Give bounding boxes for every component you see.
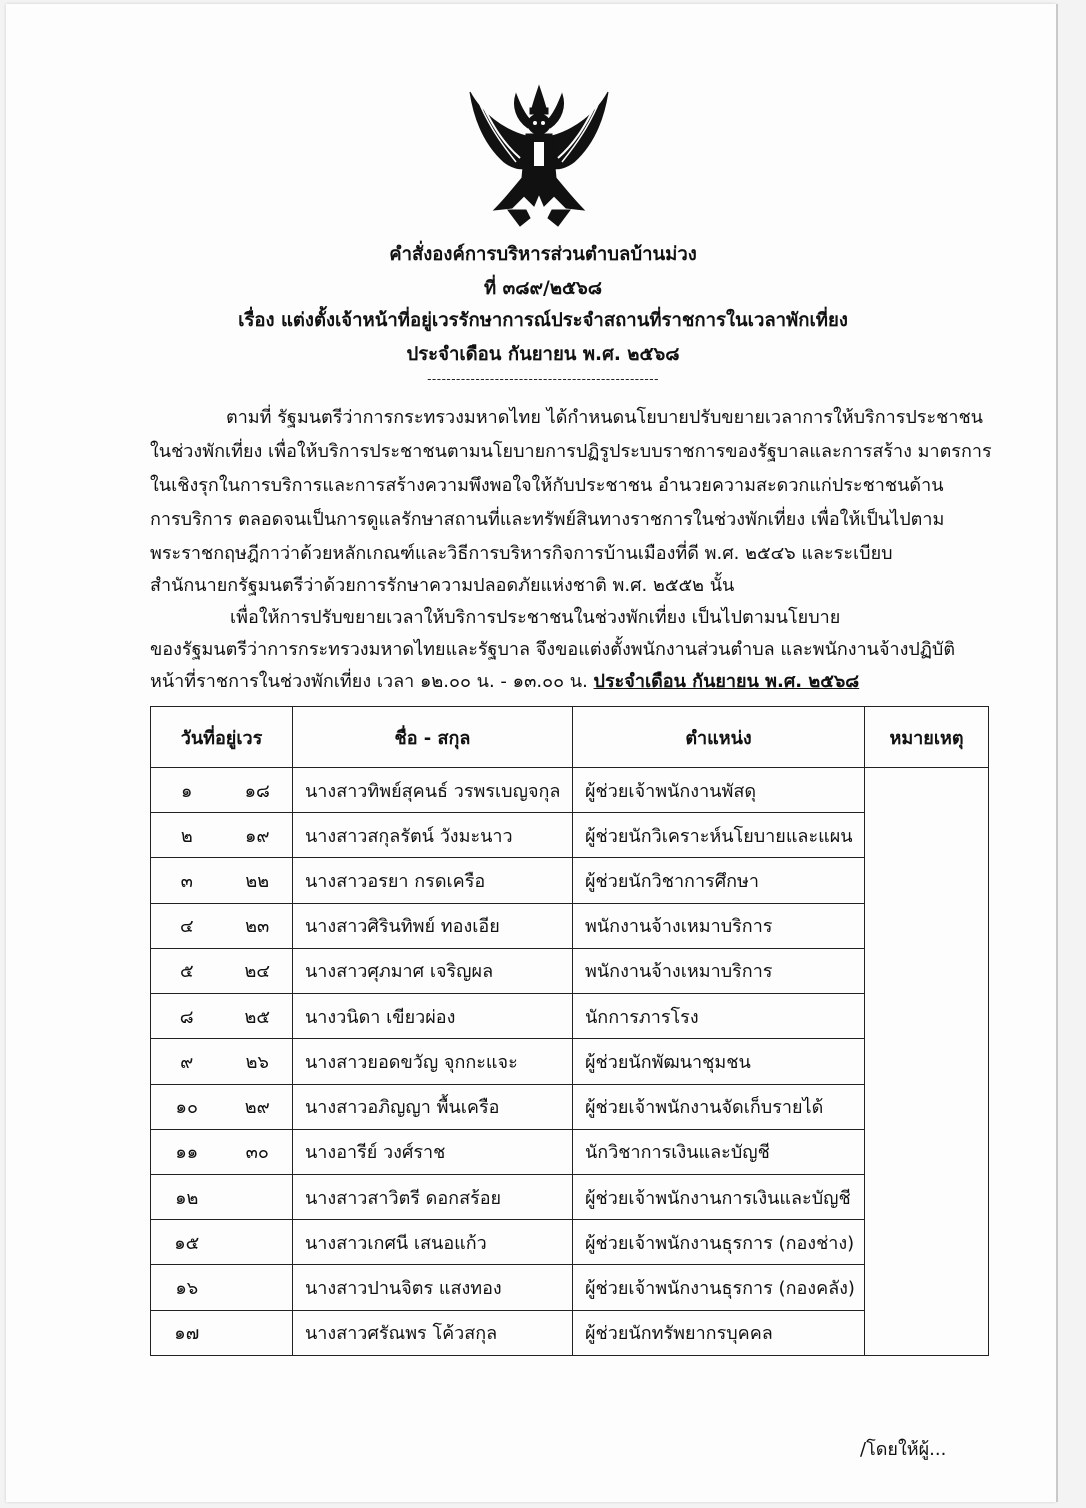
staff-name: นางสาวศิรินทิพย์ ทองเอีย bbox=[293, 903, 573, 948]
table-row bbox=[151, 1084, 989, 1129]
duty-day-2: ๒๕ bbox=[223, 994, 293, 1039]
duty-day-2 bbox=[223, 1174, 293, 1219]
duty-month-underlined: ประจำเดือน กันยายน พ.ศ. ๒๕๖๘ bbox=[593, 671, 860, 692]
duty-day-2: ๒๔ bbox=[223, 948, 293, 993]
duty-day-1: ๕ bbox=[151, 948, 223, 993]
staff-position: ผู้ช่วยนักวิชาการศึกษา bbox=[573, 858, 865, 903]
order-month: ประจำเดือน กันยายน พ.ศ. ๒๕๖๘ bbox=[406, 344, 680, 365]
duty-day-1: ๔ bbox=[151, 903, 223, 948]
table-row bbox=[151, 1265, 989, 1310]
separator-line: ------------------------------------------------ bbox=[427, 372, 659, 386]
staff-name: นางวนิดา เขียวผ่อง bbox=[293, 994, 573, 1039]
staff-position: ผู้ช่วยเจ้าพนักงานธุรการ (กองคลัง) bbox=[573, 1265, 865, 1310]
duty-day-2: ๒๖ bbox=[223, 1039, 293, 1084]
table-row bbox=[151, 768, 989, 813]
duty-day-1: ๑๗ bbox=[151, 1310, 223, 1355]
duty-roster-table bbox=[150, 706, 989, 1356]
continued-marker: /โดยให้ผู้... bbox=[860, 1439, 947, 1460]
duty-day-1: ๓ bbox=[151, 858, 223, 903]
header-name: ชื่อ - สกุล bbox=[293, 707, 573, 768]
table-row bbox=[151, 813, 989, 858]
duty-day-2: ๑๙ bbox=[223, 813, 293, 858]
staff-position: นักการภารโรง bbox=[573, 994, 865, 1039]
table-row bbox=[151, 1039, 989, 1084]
duty-day-2: ๑๘ bbox=[223, 768, 293, 813]
staff-position: ผู้ช่วยเจ้าพนักงานจัดเก็บรายได้ bbox=[573, 1084, 865, 1129]
staff-position: ผู้ช่วยเจ้าพนักงานธุรการ (กองช่าง) bbox=[573, 1220, 865, 1265]
table-header-row bbox=[151, 707, 989, 768]
staff-name: นางสาวศุภมาศ เจริญผล bbox=[293, 948, 573, 993]
staff-name: นางอารีย์ วงศ์ราช bbox=[293, 1129, 573, 1174]
duty-day-1: ๑๖ bbox=[151, 1265, 223, 1310]
table-row bbox=[151, 903, 989, 948]
table-row bbox=[151, 994, 989, 1039]
header-duty-date: วันที่อยู่เวร bbox=[151, 707, 293, 768]
table-row bbox=[151, 1310, 989, 1355]
staff-position: ผู้ช่วยเจ้าพนักงานพัสดุ bbox=[573, 768, 865, 813]
duty-day-1: ๑๒ bbox=[151, 1174, 223, 1219]
staff-name: นางสาวเกศนี เสนอแก้ว bbox=[293, 1220, 573, 1265]
duty-day-2 bbox=[223, 1265, 293, 1310]
staff-name: นางสาวศรัณพร โค้วสกุล bbox=[293, 1310, 573, 1355]
duty-day-1: ๘ bbox=[151, 994, 223, 1039]
duty-day-2 bbox=[223, 1310, 293, 1355]
duty-day-2: ๒๒ bbox=[223, 858, 293, 903]
staff-name: นางสาวยอดขวัญ จุกกะแจะ bbox=[293, 1039, 573, 1084]
table-row bbox=[151, 1129, 989, 1174]
duty-day-2: ๒๙ bbox=[223, 1084, 293, 1129]
duty-day-1: ๑ bbox=[151, 768, 223, 813]
header-position: ตำแหน่ง bbox=[573, 707, 865, 768]
duty-day-1: ๒ bbox=[151, 813, 223, 858]
garuda-emblem-icon bbox=[464, 78, 614, 230]
staff-position: พนักงานจ้างเหมาบริการ bbox=[573, 948, 865, 993]
duty-day-2: ๓๐ bbox=[223, 1129, 293, 1174]
header-remark: หมายเหตุ bbox=[865, 707, 989, 768]
duty-day-1: ๙ bbox=[151, 1039, 223, 1084]
table-row bbox=[151, 858, 989, 903]
remark-cell bbox=[865, 768, 989, 1356]
duty-day-2 bbox=[223, 1220, 293, 1265]
duty-day-2: ๒๓ bbox=[223, 903, 293, 948]
staff-name: นางสาวสาวิตรี ดอกสร้อย bbox=[293, 1174, 573, 1219]
staff-position: ผู้ช่วยนักวิเคราะห์นโยบายและแผน bbox=[573, 813, 865, 858]
staff-name: นางสาวสกุลรัตน์ วังมะนาว bbox=[293, 813, 573, 858]
table-row bbox=[151, 1220, 989, 1265]
staff-position: ผู้ช่วยนักทรัพยากรบุคคล bbox=[573, 1310, 865, 1355]
staff-position: ผู้ช่วยเจ้าพนักงานการเงินและบัญชี bbox=[573, 1174, 865, 1219]
staff-position: ผู้ช่วยนักพัฒนาชุมชน bbox=[573, 1039, 865, 1084]
duty-day-1: ๑๕ bbox=[151, 1220, 223, 1265]
staff-name: นางสาวอรยา กรดเครือ bbox=[293, 858, 573, 903]
staff-name: นางสาวทิพย์สุคนธ์ วรพรเบญจกุล bbox=[293, 768, 573, 813]
duty-day-1: ๑๑ bbox=[151, 1129, 223, 1174]
order-number: ที่ ๓๘๙/๒๕๖๘ bbox=[483, 278, 603, 299]
table-row bbox=[151, 948, 989, 993]
order-subject: เรื่อง แต่งตั้งเจ้าหน้าที่อยู่เวรรักษาการณ์ประจำสถานที่ราชการในเวลาพักเที่ยง bbox=[238, 310, 848, 331]
staff-name: นางสาวปานจิตร แสงทอง bbox=[293, 1265, 573, 1310]
staff-position: พนักงานจ้างเหมาบริการ bbox=[573, 903, 865, 948]
order-title: คำสั่งองค์การบริหารส่วนตำบลบ้านม่วง bbox=[389, 244, 697, 265]
staff-position: นักวิชาการเงินและบัญชี bbox=[573, 1129, 865, 1174]
table-row bbox=[151, 1174, 989, 1219]
staff-name: นางสาวอภิญญา พื้นเครือ bbox=[293, 1084, 573, 1129]
page-edge bbox=[1056, 4, 1058, 1502]
duty-day-1: ๑๐ bbox=[151, 1084, 223, 1129]
